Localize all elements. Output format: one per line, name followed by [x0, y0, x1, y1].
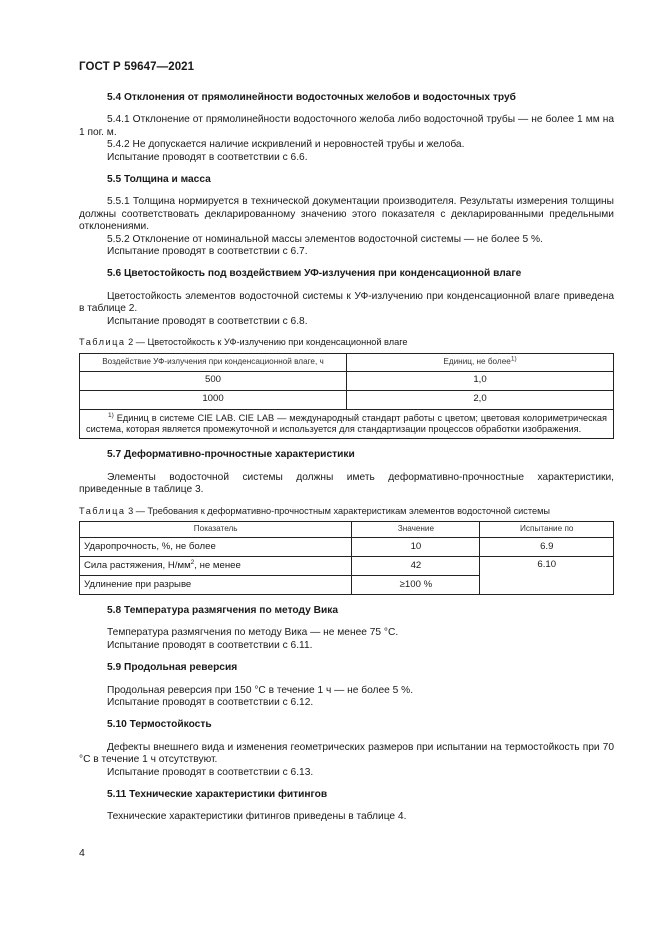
- page-content: [79, 92, 614, 824]
- table-2: [79, 353, 614, 440]
- table-2-caption-text: 2 — Цветостойкость к УФ-излучению при конденсационной влаге: [128, 337, 408, 348]
- section-5-9-text: Продольная реверсия при 150 °С в течение 1 ч — не более 5 %.: [107, 684, 414, 696]
- section-5-6-test-text: Испытание проводят в соответствии с 6.8.: [107, 315, 308, 327]
- footnote-marker: 1): [510, 355, 517, 363]
- section-5-5-heading: 5.5 Толщина и масса: [107, 174, 211, 186]
- table-3: [79, 521, 614, 595]
- table-3-caption: [79, 505, 614, 517]
- section-5-10-heading: 5.10 Термостойкость: [107, 719, 212, 731]
- section-5-11-heading: 5.11 Технические характеристики фитингов: [107, 789, 328, 800]
- table-3-header-test: Испытание по: [480, 521, 614, 537]
- footnote-marker: 1): [108, 411, 114, 419]
- section-5-6-heading: 5.6 Цветостойкость под воздействием УФ-излучения при конденсационной влаге: [107, 268, 522, 280]
- table-3-cell: 6.10: [480, 556, 614, 594]
- table-3-cell: Ударопрочность, %, не более: [80, 537, 352, 556]
- section-5-5-2-text: 5.5.2 Отклонение от номинальной массы элементов водосточной системы — не более 5 %.: [107, 233, 543, 245]
- table-2-cell: 500: [80, 371, 347, 390]
- table-3-cell: 10: [352, 537, 480, 556]
- table-2-cell: 2,0: [347, 390, 614, 409]
- section-5-9-heading: 5.9 Продольная реверсия: [107, 662, 238, 674]
- page-number: 4: [79, 847, 85, 859]
- table-3-caption-text: 3 — Требования к деформативно-прочностным характеристикам элементов водосточной системы: [128, 505, 551, 516]
- table-row: [80, 556, 614, 575]
- section-5-8-text: Температура размягчения по методу Вика — не менее 75 °С.: [107, 627, 399, 639]
- table-row: [80, 371, 614, 390]
- section-5-10-text: Дефекты внешнего вида и изменения геометрических размеров при испытании на термостойкость при 70 °С в течение 1 ч отсутствуют.: [79, 741, 614, 766]
- section-5-4-2-text: 5.4.2 Не допускается наличие искривлений и неровностей трубы и желоба.: [107, 139, 465, 151]
- section-5-4-1-text: 5.4.1 Отклонение от прямолинейности водосточного желоба либо водосточной трубы — не более 1 мм на 1 пог. м.: [79, 114, 614, 138]
- table-3-cell: Удлинение при разрыве: [80, 575, 352, 594]
- table-row: [80, 537, 614, 556]
- table-3-header-indicator: Показатель: [80, 521, 352, 537]
- table-2-cell: 1000: [80, 390, 347, 409]
- table-2-caption: [79, 336, 614, 348]
- table-2-footnote: $^{1)}$ Единиц в системе CIE LAB. CIE LAB — международный стандарт работы с цветом; цветовая колориметрическая система, которая является промежуточной и используется для стандартизации процессов обработки изображения.: [80, 409, 614, 439]
- section-5-10-test-text: Испытание проводят в соответствии с 6.13.: [107, 766, 314, 778]
- table-2-caption-label: Таблица: [79, 337, 126, 348]
- table-2-header-exposure: Воздействие УФ-излучения при конденсационной влаге, ч: [80, 353, 347, 371]
- section-5-4-heading: 5.4 Отклонения от прямолинейности водосточных желобов и водосточных труб: [107, 92, 516, 103]
- section-5-9-test-text: Испытание проводят в соответствии с 6.12.: [107, 696, 314, 708]
- section-5-5-1-text: 5.5.1 Толщина нормируется в технической документации производителя. Результаты измерения толщины должны соответствовать декларированному значению этого показателя с декларированными предельными отклонениями.: [79, 196, 614, 233]
- section-5-4-test-text: Испытание проводят в соответствии с 6.6.: [107, 151, 308, 163]
- section-5-8-heading: 5.8 Температура размягчения по методу Вика: [107, 604, 338, 616]
- table-3-cell: ≥100 %: [352, 575, 480, 594]
- section-5-5-test-text: Испытание проводят в соответствии с 6.7.: [107, 246, 308, 258]
- section-5-8-test-text: Испытание проводят в соответствии с 6.11.: [107, 639, 313, 651]
- table-2-cell: 1,0: [347, 371, 614, 390]
- table-3-caption-label: Таблица: [79, 505, 126, 516]
- table-3-cell: 42: [352, 556, 480, 575]
- table-2-header-units: Единиц, не более$^{1)}$: [347, 353, 614, 371]
- table-3-header-value: Значение: [352, 521, 480, 537]
- section-5-7-text: Элементы водосточной системы должны иметь деформативно-прочностные характеристики, приведенные в таблице 3.: [79, 471, 614, 496]
- table-3-cell: 6.9: [480, 537, 614, 556]
- section-5-11-text: Технические характеристики фитингов приведены в таблице 4.: [107, 811, 407, 823]
- document-header: ГОСТ Р 59647—2021: [79, 61, 195, 73]
- section-5-7-heading: 5.7 Деформативно-прочностные характеристики: [107, 449, 355, 461]
- section-5-6-text: Цветостойкость элементов водосточной системы к УФ-излучению при конденсационной влаге приведена в таблице 2.: [79, 290, 614, 315]
- table-row: [80, 390, 614, 409]
- table-3-cell: Сила растяжения, $Н/мм^2$, не менее: [80, 556, 352, 575]
